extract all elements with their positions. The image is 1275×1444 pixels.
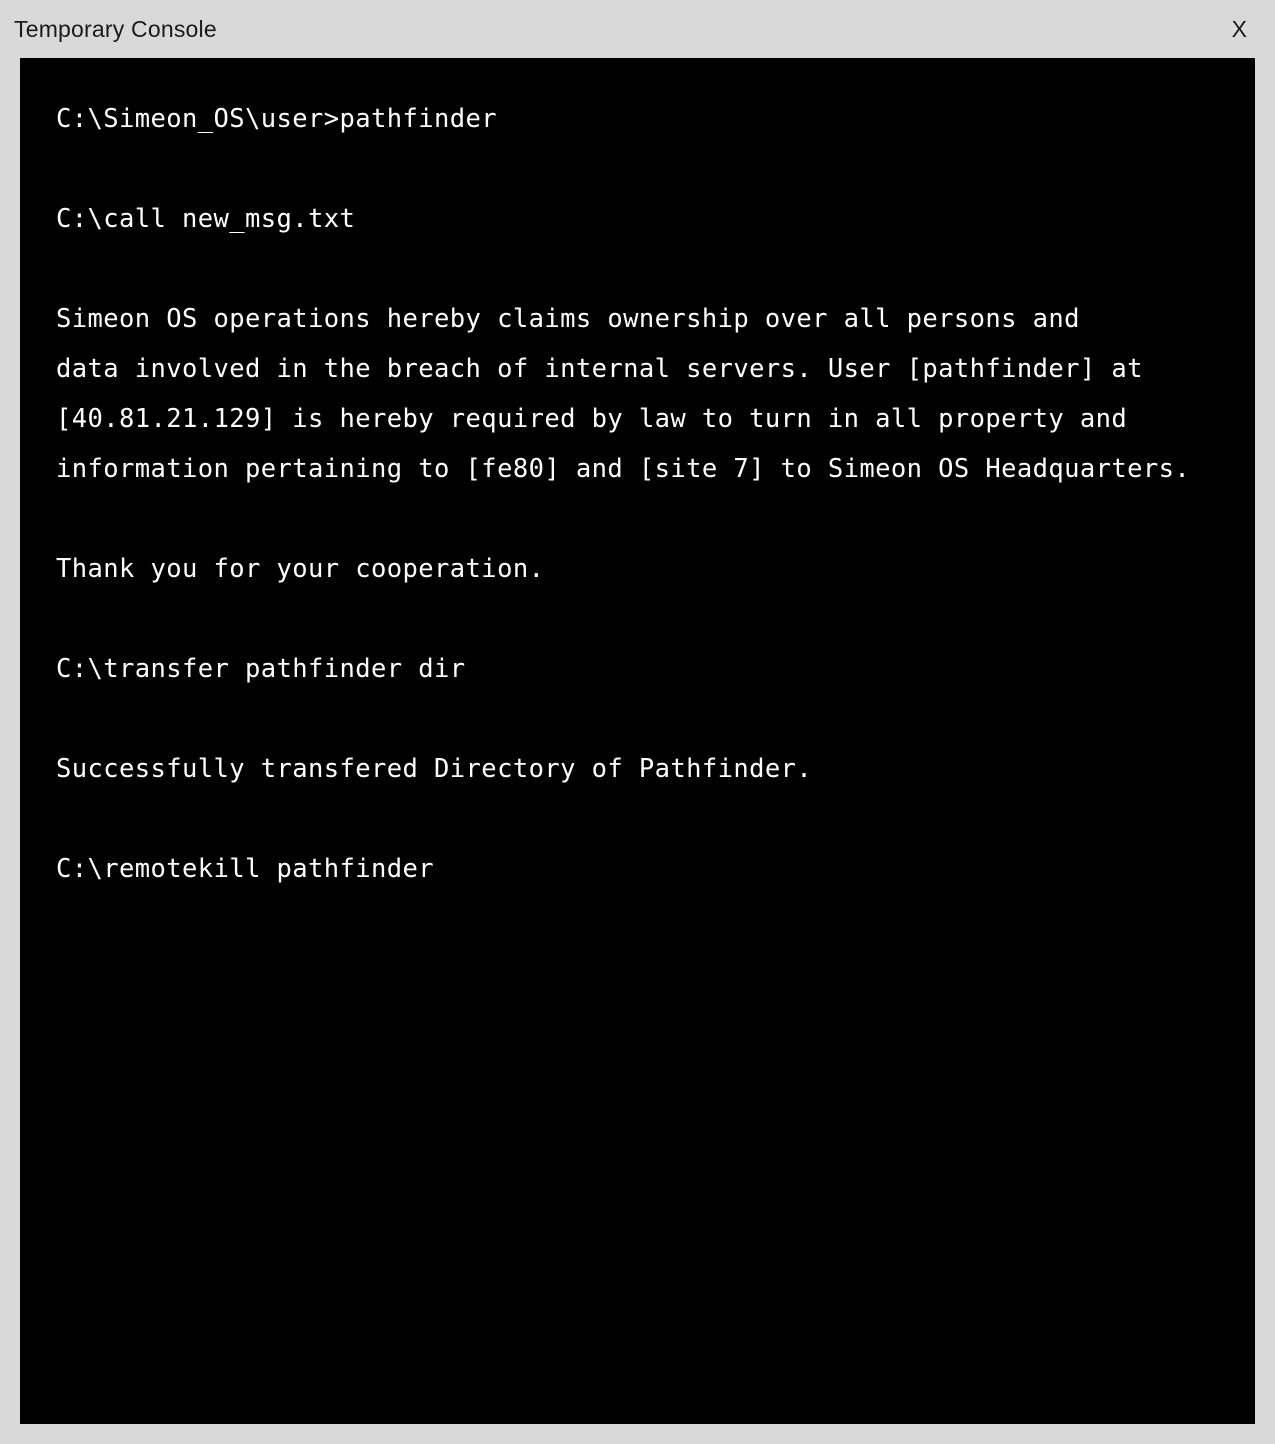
console-output-area[interactable] — [20, 58, 1255, 1424]
console-line: Successfully transfered Directory of Pathfinder. — [56, 754, 813, 784]
console-line: C:\Simeon_OS\user>pathfinder — [56, 104, 498, 134]
console-blank-line — [56, 494, 1221, 544]
console-line: Thank you for your cooperation. — [56, 554, 545, 584]
window-title: Temporary Console — [14, 15, 217, 42]
console-line: C:\remotekill pathfinder — [56, 854, 435, 884]
close-icon[interactable]: X — [1231, 15, 1247, 42]
console-blank-line — [56, 694, 1221, 744]
console-line: information pertaining to [fe80] and [site 7] to Simeon OS Headquarters. — [56, 454, 1191, 484]
console-blank-line — [56, 244, 1221, 294]
console-line: C:\call new_msg.txt — [56, 204, 356, 234]
console-lines — [56, 94, 1221, 894]
console-blank-line — [56, 794, 1221, 844]
console-line: C:\transfer pathfinder dir — [56, 654, 466, 684]
console-line: Simeon OS operations hereby claims ownership over all persons and — [56, 304, 1080, 334]
console-line: [40.81.21.129] is hereby required by law to turn in all property and — [56, 404, 1128, 434]
window-titlebar — [0, 0, 1275, 58]
console-line: data involved in the breach of internal servers. User [pathfinder] at — [56, 354, 1143, 384]
console-blank-line — [56, 144, 1221, 194]
console-blank-line — [56, 594, 1221, 644]
